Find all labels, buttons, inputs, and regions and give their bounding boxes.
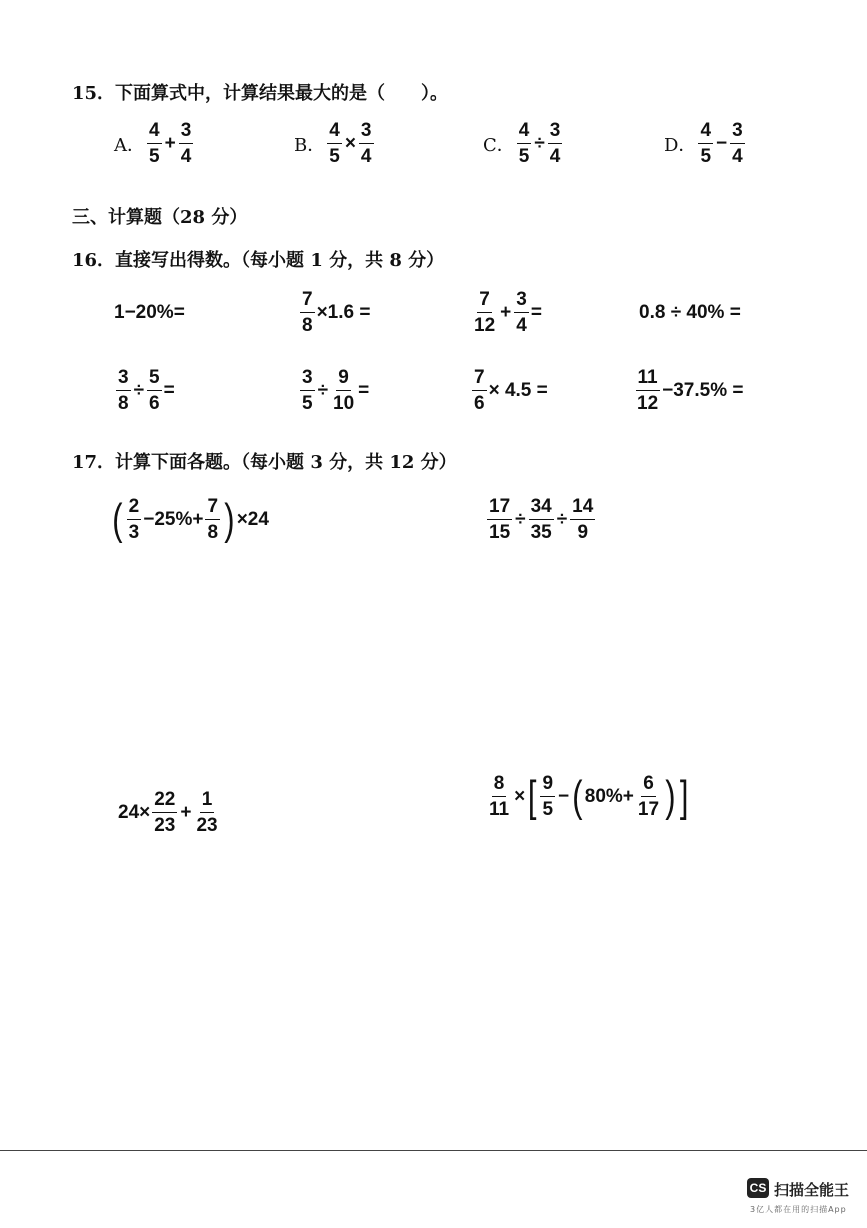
operator: +: [164, 132, 176, 154]
operator: ÷: [556, 508, 568, 530]
numerator: 4: [698, 121, 713, 144]
q17-problem-2: [485, 497, 597, 542]
denominator: 23: [196, 815, 218, 836]
fraction: [152, 790, 177, 835]
fraction: [147, 368, 162, 413]
fraction: [300, 290, 315, 335]
numerator: 3: [548, 121, 563, 144]
q15-option-d: [664, 121, 747, 166]
numerator: 3: [116, 368, 131, 391]
right-paren: ): [665, 771, 676, 821]
numerator: 3: [179, 121, 194, 144]
numerator: 3: [730, 121, 745, 144]
q16-item-7: [470, 368, 548, 413]
denominator: 4: [180, 146, 192, 167]
numerator: 7: [205, 497, 220, 520]
denominator: 5: [518, 146, 530, 167]
expression-text: × 4.5 =: [488, 379, 548, 401]
denominator: 5: [149, 146, 160, 167]
q17-problem-1: [110, 494, 269, 544]
expression-text: 0.8 ÷ 40% =: [639, 302, 741, 323]
denominator: 5: [542, 799, 554, 820]
q16-item-4: [639, 302, 741, 324]
q16-item-8: [633, 368, 743, 413]
denominator: 4: [732, 146, 743, 167]
operator: +: [500, 301, 512, 323]
operator: −: [716, 132, 728, 154]
operator: +: [180, 801, 192, 823]
numerator: 4: [327, 121, 342, 144]
denominator: 4: [549, 146, 561, 167]
numerator: 17: [487, 497, 512, 520]
numerator: 1: [200, 790, 215, 813]
operator: −: [558, 785, 570, 807]
question-17-title: 17．计算下面各题。（每小题 3 分，共 12 分）: [72, 452, 457, 473]
fraction: [205, 497, 220, 542]
denominator: 5: [329, 146, 340, 167]
q15-option-b: [294, 121, 376, 166]
numerator: 9: [336, 368, 351, 391]
fraction: [327, 121, 342, 166]
numerator: 7: [472, 368, 487, 391]
fraction: [127, 497, 142, 542]
denominator: 12: [474, 315, 496, 336]
fraction: [116, 368, 131, 413]
denominator: 5: [700, 146, 712, 167]
expression-text: 24×: [118, 801, 151, 823]
denominator: 6: [149, 393, 160, 414]
q15-option-c: [483, 121, 564, 166]
denominator: 4: [516, 315, 527, 336]
numerator: 5: [147, 368, 162, 391]
denominator: 4: [360, 146, 372, 167]
fraction: [194, 790, 219, 835]
numerator: 3: [300, 368, 315, 391]
fraction: [540, 774, 555, 819]
numerator: 9: [540, 774, 555, 797]
brand-name: 扫描全能王: [774, 1181, 850, 1199]
fraction: [472, 368, 487, 413]
left-paren: (: [572, 771, 583, 821]
numerator: 8: [492, 774, 507, 797]
question-15-title: 15．下面算式中，计算结果最大的是（ ）。: [72, 83, 449, 104]
denominator: 8: [118, 393, 129, 414]
q16-item-3: [470, 290, 542, 335]
denominator: 15: [489, 522, 511, 543]
option-label: A．: [114, 134, 145, 156]
fraction: [636, 774, 661, 819]
operator: ÷: [317, 379, 329, 401]
denominator: 35: [530, 522, 552, 543]
fraction: [300, 368, 315, 413]
section-3-heading: 三、计算题（28 分）: [72, 207, 248, 228]
fraction: [487, 774, 511, 819]
q16-item-5: [114, 368, 175, 413]
operator: ×: [344, 132, 356, 154]
option-label: C．: [483, 134, 515, 156]
fraction: [517, 121, 532, 166]
fraction: [548, 121, 563, 166]
footer-divider: [0, 1150, 867, 1151]
denominator: 23: [154, 815, 176, 836]
numerator: 6: [641, 774, 656, 797]
fraction: [179, 121, 194, 166]
numerator: 4: [147, 121, 162, 144]
expression-text: =: [530, 301, 542, 323]
fraction: [698, 121, 713, 166]
fraction: [147, 121, 162, 166]
denominator: 8: [207, 522, 219, 543]
option-label: B．: [294, 134, 326, 156]
q16-item-6: [298, 368, 369, 413]
denominator: 12: [637, 393, 659, 414]
operator: ×: [514, 785, 526, 807]
operator: ÷: [133, 379, 145, 401]
numerator: 4: [517, 121, 532, 144]
q17-problem-3: [118, 790, 222, 835]
right-paren: ): [224, 494, 235, 544]
expression-text: =: [163, 379, 175, 401]
denominator: 5: [302, 393, 313, 414]
expression-text: =: [358, 379, 370, 401]
fraction: [635, 368, 660, 413]
fraction: [730, 121, 745, 166]
numerator: 3: [514, 290, 529, 313]
fraction: [472, 290, 497, 335]
fraction: [570, 497, 595, 542]
fraction: [529, 497, 554, 542]
numerator: 7: [477, 290, 492, 313]
denominator: 6: [474, 393, 485, 414]
denominator: 9: [577, 522, 589, 543]
denominator: 8: [302, 315, 313, 336]
q16-item-2: [298, 290, 370, 335]
numerator: 7: [300, 290, 315, 313]
expression-text: −25%+: [143, 508, 204, 530]
expression-text: ×24: [236, 508, 269, 530]
numerator: 34: [529, 497, 554, 520]
fraction: [487, 497, 512, 542]
question-16-title: 16．直接写出得数。（每小题 1 分，共 8 分）: [72, 250, 445, 271]
operator: ÷: [515, 508, 526, 530]
left-paren: (: [112, 494, 123, 544]
fraction: [331, 368, 356, 413]
expression-text: ×1.6 =: [316, 301, 371, 323]
denominator: 3: [128, 522, 140, 543]
expression-text: 1−20%=: [114, 302, 185, 323]
numerator: 2: [127, 497, 142, 520]
denominator: 10: [333, 393, 355, 414]
fraction: [359, 121, 374, 166]
numerator: 22: [152, 790, 177, 813]
option-label: D．: [664, 134, 697, 156]
denominator: 11: [489, 799, 510, 820]
q17-problem-4: [485, 771, 690, 821]
left-bracket: [: [528, 771, 537, 821]
numerator: 3: [359, 121, 374, 144]
numerator: 11: [636, 368, 660, 391]
right-bracket: ]: [679, 771, 689, 821]
expression-text: −37.5% =: [662, 379, 744, 401]
denominator: 17: [637, 799, 660, 820]
q16-item-1: [114, 302, 185, 324]
camscanner-logo-icon: CS: [747, 1178, 769, 1198]
numerator: 14: [570, 497, 595, 520]
operator: ÷: [534, 132, 545, 154]
fraction: [514, 290, 529, 335]
brand-tagline: 3亿人都在用的扫描App: [750, 1205, 847, 1214]
q15-option-a: [114, 121, 195, 166]
expression-text: 80%+: [584, 785, 634, 807]
